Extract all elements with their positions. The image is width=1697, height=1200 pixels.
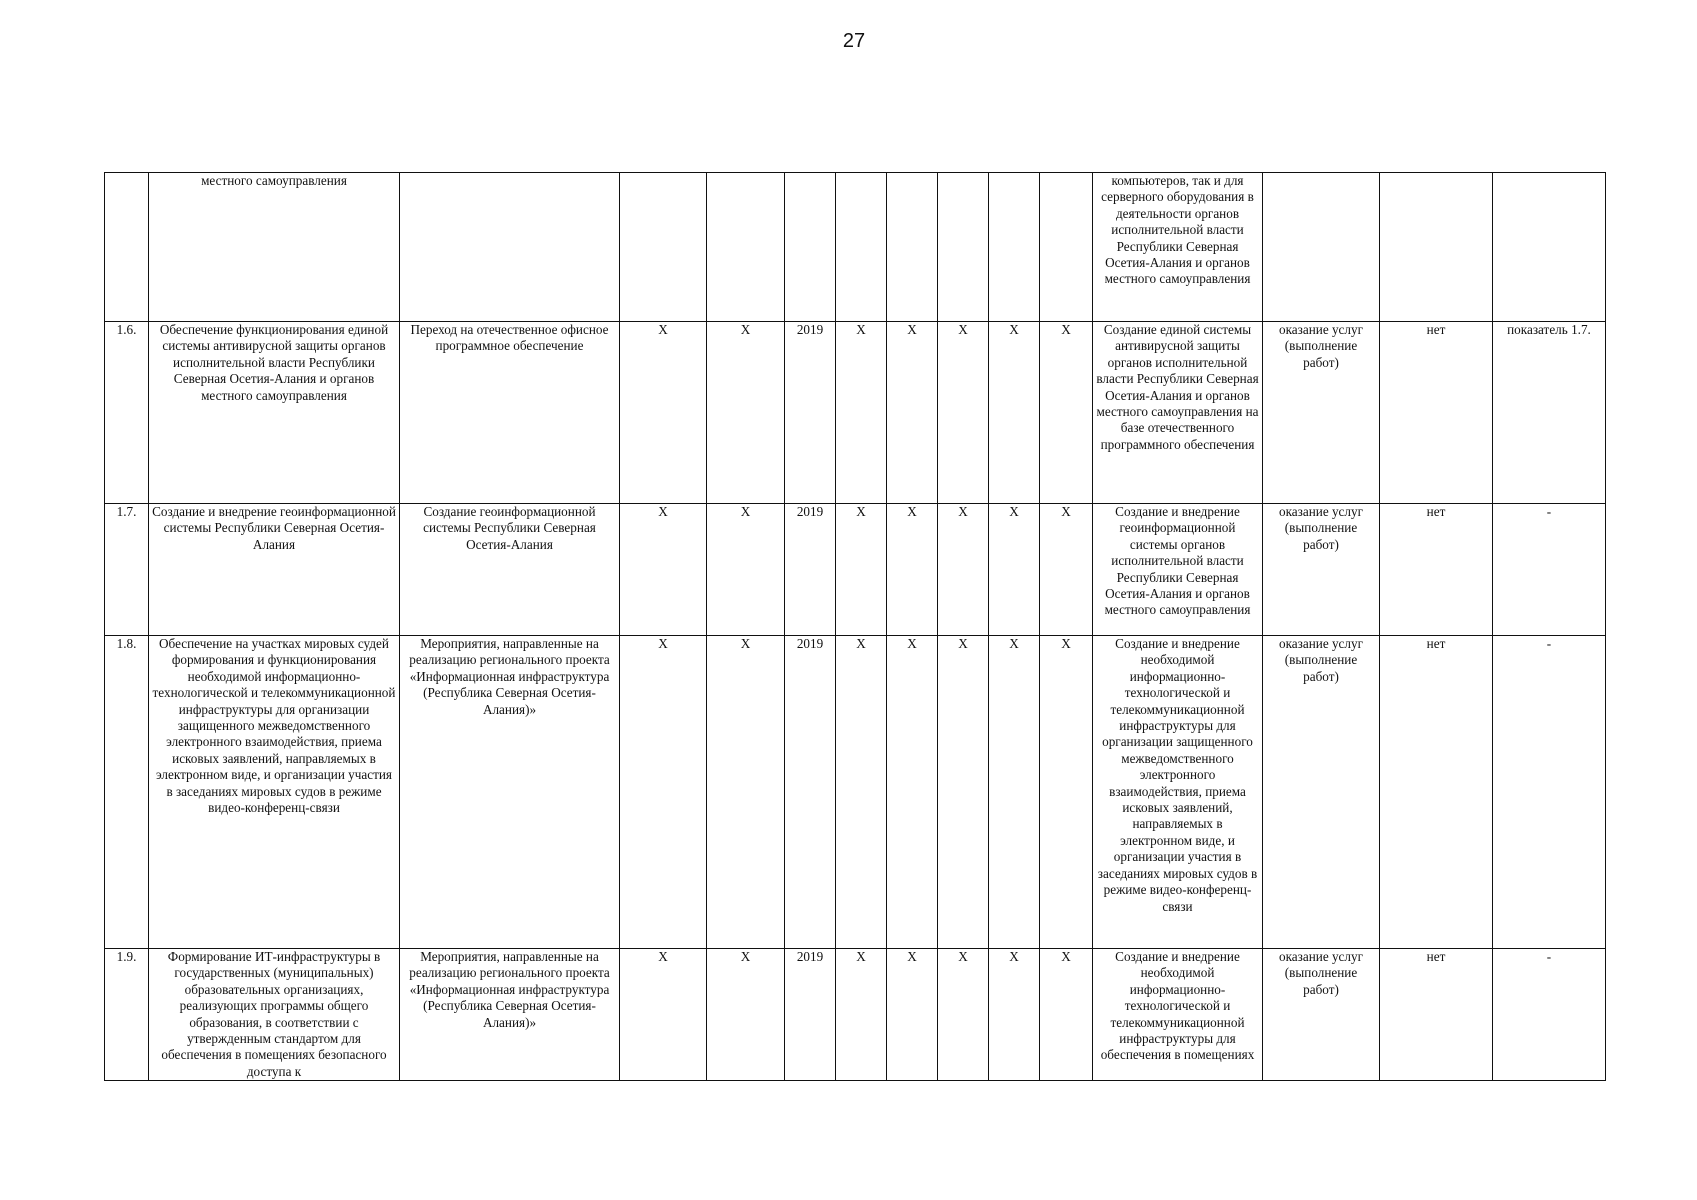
- service-type-cell: [1263, 322, 1380, 504]
- mark-cell: [1040, 636, 1093, 949]
- measure-name-cell: [149, 173, 400, 322]
- mark-cell: [938, 322, 989, 504]
- cell-text: оказание услуг (выполнение работ): [1278, 949, 1363, 997]
- cell-text: X: [1061, 949, 1071, 964]
- cell-text: X: [856, 322, 866, 337]
- cell-text: 2019: [796, 322, 824, 337]
- cell-text: -: [1546, 949, 1552, 964]
- cell-text: 2019: [796, 949, 824, 964]
- cell-text: местного самоуправления: [201, 173, 347, 188]
- year-cell: [785, 504, 836, 636]
- measure-content-cell: [400, 636, 620, 949]
- cell-text: Обеспечение на участках мировых судей формирования и функционирования необходимой информационно-технологической и телекоммуникационной инфраструктуры для организации защищенного межведомственного электронного взаимодействия, приема исковых заявлений, направляемых в электронном виде, и организации участия в заседаниях мировых судов в режиме видео-конференц-связи: [152, 636, 396, 816]
- mark-cell: [1040, 322, 1093, 504]
- mark-cell: [836, 636, 887, 949]
- service-type-cell: [1263, 636, 1380, 949]
- service-type-cell: [1263, 173, 1380, 322]
- mark-cell: [938, 636, 989, 949]
- expected-result-cell: [1093, 504, 1263, 636]
- cell-text: Создание геоинформационной системы Республики Северная Осетия-Алания: [423, 504, 596, 552]
- year-cell: [785, 173, 836, 322]
- mark-cell: [620, 173, 707, 322]
- cell-text: Создание единой системы антивирусной защиты органов исполнительной власти Республики Северная Осетия-Алания и органов местного самоуправления на базе отечественного программного обеспечения: [1096, 322, 1259, 452]
- cell-text: 1.8.: [116, 636, 137, 651]
- row-number-cell: [105, 949, 149, 1081]
- service-type-cell: [1263, 504, 1380, 636]
- cell-text: X: [1061, 322, 1071, 337]
- mark-cell: [707, 504, 785, 636]
- cell-text: оказание услуг (выполнение работ): [1278, 636, 1363, 684]
- cell-text: оказание услуг (выполнение работ): [1278, 322, 1363, 370]
- mark-cell: [620, 322, 707, 504]
- cell-text: -: [1546, 504, 1552, 519]
- mark-cell: [1040, 949, 1093, 1081]
- cell-text: 2019: [796, 504, 824, 519]
- flag-cell: [1380, 504, 1493, 636]
- indicator-cell: [1493, 322, 1606, 504]
- cell-text: X: [856, 949, 866, 964]
- mark-cell: [836, 173, 887, 322]
- cell-text: X: [958, 504, 968, 519]
- flag-cell: [1380, 173, 1493, 322]
- mark-cell: [620, 504, 707, 636]
- cell-text: X: [958, 322, 968, 337]
- table-row: [105, 504, 1606, 636]
- cell-text: X: [1009, 949, 1019, 964]
- cell-text: нет: [1426, 322, 1446, 337]
- row-number-cell: [105, 322, 149, 504]
- cell-text: X: [740, 504, 751, 519]
- table-row: [105, 173, 1606, 322]
- measure-name-cell: [149, 322, 400, 504]
- cell-text: Создание и внедрение геоинформационной системы органов исполнительной власти Республики Северная Осетия-Алания и органов местного самоуправления: [1104, 504, 1251, 618]
- mark-cell: [836, 949, 887, 1081]
- mark-cell: [707, 173, 785, 322]
- cell-text: X: [658, 949, 668, 964]
- table-row: [105, 636, 1606, 949]
- cell-text: X: [856, 636, 866, 651]
- expected-result-cell: [1093, 173, 1263, 322]
- cell-text: Обеспечение функционирования единой системы антивирусной защиты органов исполнительной власти Республики Северная Осетия-Алания и органов местного самоуправления: [159, 322, 389, 403]
- mark-cell: [707, 636, 785, 949]
- measure-name-cell: [149, 949, 400, 1081]
- cell-text: нет: [1426, 949, 1446, 964]
- service-type-cell: [1263, 949, 1380, 1081]
- mark-cell: [707, 322, 785, 504]
- cell-text: компьютеров, так и для серверного оборудования в деятельности органов исполнительной власти Республики Северная Осетия-Алания и органов местного самоуправления: [1101, 173, 1254, 287]
- expected-result-cell: [1093, 322, 1263, 504]
- cell-text: Мероприятия, направленные на реализацию регионального проекта «Информационная инфраструктура (Республика Северная Осетия-Алания)»: [409, 949, 610, 1030]
- flag-cell: [1380, 949, 1493, 1081]
- cell-text: X: [740, 636, 751, 651]
- measure-content-cell: [400, 173, 620, 322]
- mark-cell: [938, 949, 989, 1081]
- mark-cell: [938, 173, 989, 322]
- measure-name-cell: [149, 504, 400, 636]
- measure-content-cell: [400, 949, 620, 1081]
- cell-text: нет: [1426, 636, 1446, 651]
- year-cell: [785, 322, 836, 504]
- cell-text: X: [1009, 504, 1019, 519]
- row-number-cell: [105, 504, 149, 636]
- cell-text: X: [658, 504, 668, 519]
- table-row: [105, 949, 1606, 1081]
- cell-text: X: [658, 636, 668, 651]
- indicator-cell: [1493, 636, 1606, 949]
- cell-text: оказание услуг (выполнение работ): [1278, 504, 1363, 552]
- cell-text: X: [1061, 504, 1071, 519]
- flag-cell: [1380, 322, 1493, 504]
- mark-cell: [836, 504, 887, 636]
- mark-cell: [1040, 173, 1093, 322]
- cell-text: X: [1009, 322, 1019, 337]
- page-number: 27: [842, 30, 866, 52]
- mark-cell: [989, 949, 1040, 1081]
- cell-text: X: [740, 322, 751, 337]
- cell-text: X: [1061, 636, 1071, 651]
- cell-text: X: [740, 949, 751, 964]
- cell-text: X: [907, 322, 917, 337]
- cell-text: 1.6.: [116, 322, 137, 337]
- cell-text: X: [907, 504, 917, 519]
- mark-cell: [887, 322, 938, 504]
- mark-cell: [938, 504, 989, 636]
- row-number-cell: [105, 173, 149, 322]
- mark-cell: [1040, 504, 1093, 636]
- cell-text: -: [1546, 636, 1552, 651]
- cell-text: Создание и внедрение геоинформационной системы Республики Северная Осетия-Алания: [152, 504, 396, 552]
- mark-cell: [836, 322, 887, 504]
- measure-content-cell: [400, 504, 620, 636]
- cell-text: Формирование ИТ-инфраструктуры в государственных (муниципальных) образовательных организациях, реализующих программы общего образования, в соответствии с утвержденным стандартом для обеспечения в помещениях безопасного доступа к: [161, 949, 387, 1079]
- cell-text: 2019: [796, 636, 824, 651]
- measure-content-cell: [400, 322, 620, 504]
- row-number-cell: [105, 636, 149, 949]
- cell-text: нет: [1426, 504, 1446, 519]
- measure-name-cell: [149, 636, 400, 949]
- cell-text: X: [907, 949, 917, 964]
- indicator-cell: [1493, 949, 1606, 1081]
- expected-result-cell: [1093, 949, 1263, 1081]
- mark-cell: [887, 504, 938, 636]
- mark-cell: [620, 636, 707, 949]
- mark-cell: [989, 504, 1040, 636]
- year-cell: [785, 949, 836, 1081]
- cell-text: показатель 1.7.: [1507, 322, 1591, 337]
- mark-cell: [887, 949, 938, 1081]
- cell-text: X: [907, 636, 917, 651]
- cell-text: X: [958, 949, 968, 964]
- cell-text: X: [658, 322, 668, 337]
- measures-table: [104, 172, 1606, 1081]
- cell-text: Мероприятия, направленные на реализацию регионального проекта «Информационная инфраструктура (Республика Северная Осетия-Алания)»: [409, 636, 610, 717]
- cell-text: X: [1009, 636, 1019, 651]
- flag-cell: [1380, 636, 1493, 949]
- cell-text: 1.7.: [116, 504, 137, 519]
- mark-cell: [887, 636, 938, 949]
- table-body: [105, 173, 1606, 1081]
- cell-text: Переход на отечественное офисное программное обеспечение: [410, 322, 609, 354]
- year-cell: [785, 636, 836, 949]
- cell-text: Создание и внедрение необходимой информационно-технологической и телекоммуникационной инфраструктуры для организации защищенного межведомственного электронного взаимодействия, приема исковых заявлений, направляемых в электронном виде, и организации участия в заседаниях мировых судов в режиме видео-конференц-связи: [1097, 636, 1258, 914]
- indicator-cell: [1493, 504, 1606, 636]
- mark-cell: [707, 949, 785, 1081]
- indicator-cell: [1493, 173, 1606, 322]
- mark-cell: [989, 636, 1040, 949]
- expected-result-cell: [1093, 636, 1263, 949]
- mark-cell: [887, 173, 938, 322]
- cell-text: X: [958, 636, 968, 651]
- cell-text: 1.9.: [116, 949, 137, 964]
- cell-text: Создание и внедрение необходимой информационно-технологической и телекоммуникационной инфраструктуры для обеспечения в помещениях: [1100, 949, 1255, 1063]
- cell-text: X: [856, 504, 866, 519]
- mark-cell: [989, 173, 1040, 322]
- mark-cell: [620, 949, 707, 1081]
- table-row: [105, 322, 1606, 504]
- mark-cell: [989, 322, 1040, 504]
